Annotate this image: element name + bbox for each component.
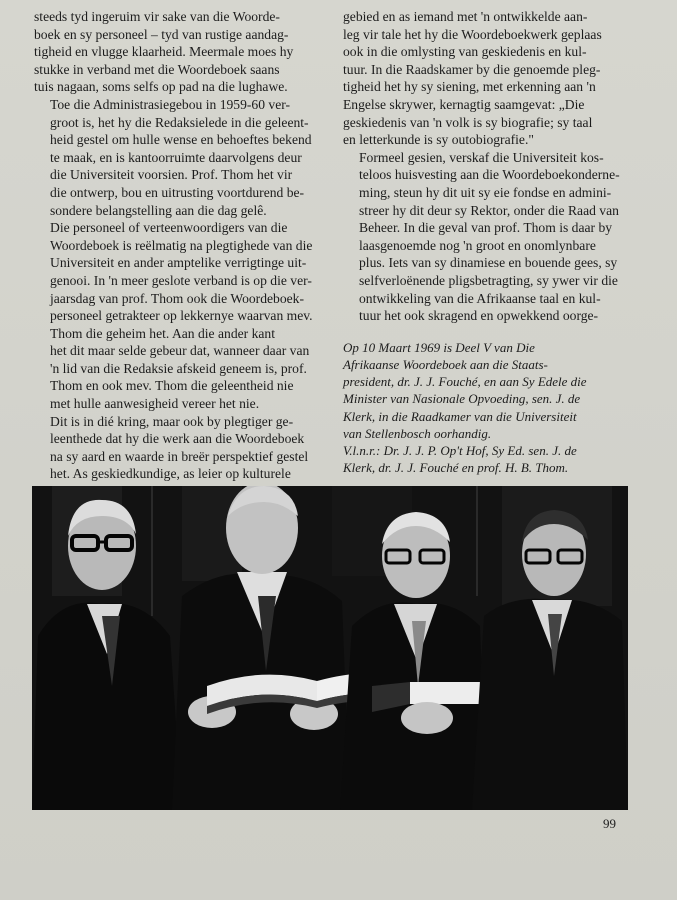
text-line: tuur het ook skragend en opwekkend oorge- <box>359 308 599 324</box>
text-line: Thom en ook mev. Thom die geleentheid nie <box>50 378 294 394</box>
text-line: het dit maar selde gebeur dat, wanneer daar van <box>50 343 310 359</box>
text-line: na sy aard en waarde in breër perspektief gestel <box>50 448 309 464</box>
text-line: gebied en as iemand met 'n ontwikkelde aan- <box>343 9 588 24</box>
page-number: 99 <box>603 816 616 831</box>
text-line: Formeel gesien, verskaf die Universiteit kos- <box>359 149 604 165</box>
text-line: Universiteit en ander amptelike verrigtinge uit- <box>50 255 307 271</box>
text-line: Minister van Nasionale Opvoeding, sen. J. de <box>343 391 581 407</box>
left-paragraph-1 <box>34 8 326 96</box>
text-line: Thom die geheim het. Aan die ander kant <box>50 325 275 341</box>
text-line: leg vir tale het hy die Woordeboekwerk geplaas <box>343 26 602 42</box>
text-line: genooi. In 'n meer geslote verband is op die ver- <box>50 272 312 288</box>
photo-caption <box>343 339 628 477</box>
group-photograph-drawing <box>32 486 628 810</box>
text-line: Klerk, dr. J. J. Fouché en prof. H. B. Thom. <box>343 460 569 476</box>
text-line: tigheid het hy sy siening, met erkenning aan 'n <box>343 79 596 95</box>
text-line: groot is, het hy die Redaksielede in die geleent- <box>50 114 309 130</box>
text-line: geskiedenis van 'n volk is sy biografie; sy taal <box>343 114 593 130</box>
group-photograph <box>32 486 628 810</box>
text-line: tuis nagaan, soms selfs op pad na die lughawe. <box>34 79 288 95</box>
text-line: Beheer. In die geval van prof. Thom is daar by <box>359 220 613 236</box>
left-paragraph-4 <box>34 413 326 483</box>
right-paragraph-1 <box>343 8 628 149</box>
text-line: Toe die Administrasiegebou in 1959-60 ver- <box>50 96 291 112</box>
text-line: jaarsdag van prof. Thom ook die Woordeboek- <box>50 290 304 306</box>
text-line: Die personeel of verteenwoordigers van die <box>50 220 288 236</box>
text-line: sondere belangstelling aan die dag gelê. <box>50 202 267 218</box>
text-line: Dit is in dié kring, maar ook by plegtiger ge- <box>50 413 294 429</box>
text-line: het. As geskiedkundige, as leier op kulturele <box>50 466 291 482</box>
text-line: ook in die omlysting van geskiedenis en kul- <box>343 44 587 60</box>
text-line: te maak, en is kantoorruimte daarvolgens deur <box>50 149 302 165</box>
left-paragraph-2 <box>34 96 326 219</box>
right-paragraph-2 <box>343 149 628 325</box>
text-line: president, dr. J. J. Fouché, en aan Sy Edele die <box>343 374 587 390</box>
text-line: en letterkunde is sy outobiografie." <box>343 132 534 148</box>
left-text-column <box>34 8 326 483</box>
text-line: personeel getrakteer op lekkernye waarvan mev. <box>50 308 313 324</box>
text-line: Woordeboek is reëlmatig na plegtighede van die <box>50 237 313 253</box>
text-line: teloos huisvesting aan die Woordeboekonderne- <box>359 167 620 183</box>
text-line: Op 10 Maart 1969 is Deel V van Die <box>343 339 535 355</box>
text-line: die Universiteit voorsien. Prof. Thom het vir <box>50 167 293 183</box>
text-line: leenthede dat hy die werk aan die Woordeboek <box>50 431 305 447</box>
text-line: met hulle aanwesigheid vereer het nie. <box>50 396 260 412</box>
text-line: heid gestel om hulle wense en behoeftes bekend <box>50 132 312 148</box>
text-line: steeds tyd ingeruim vir sake van die Woorde- <box>34 9 280 24</box>
text-line: boek en sy personeel – tyd van rustige aandag- <box>34 26 289 42</box>
text-line: selfverloënende pligsbetragting, sy ywer vir die <box>359 272 618 288</box>
text-line: Engelse skrywer, kernagtig saamgevat: „Die <box>343 96 585 112</box>
text-line: laasgenoemde nog 'n groot en onomlynbare <box>359 237 596 253</box>
text-line: ming, steun hy dit uit sy eie fondse en admini- <box>359 184 612 200</box>
right-text-column <box>343 8 628 476</box>
text-line: plus. Iets van sy dinamiese en bouende gees, sy <box>359 255 618 271</box>
text-line: tuur. In die Raadskamer by die genoemde pleg- <box>343 61 601 77</box>
text-line: 'n lid van die Redaksie afskeid geneem is, prof. <box>50 360 307 376</box>
text-line: stukke in verband met die Woordeboek saans <box>34 61 280 77</box>
text-line: van Stellenbosch oorhandig. <box>343 425 492 441</box>
text-line: tigheid en vlugge klaarheid. Meermale moes hy <box>34 44 294 60</box>
left-paragraph-3 <box>34 219 326 413</box>
text-line: Afrikaanse Woordeboek aan die Staats- <box>343 356 548 372</box>
text-line: ontwikkeling van die Afrikaanse taal en kul- <box>359 290 601 306</box>
text-line: streer hy dit deur sy Rektor, onder die Raad van <box>359 202 619 218</box>
text-line: V.l.n.r.: Dr. J. J. P. Op't Hof, Sy Ed. sen. J. de <box>343 442 577 458</box>
text-line: die ontwerp, bou en uitrusting voortdurend be- <box>50 184 305 200</box>
text-line: Klerk, in die Raadkamer van die Universiteit <box>343 408 577 424</box>
